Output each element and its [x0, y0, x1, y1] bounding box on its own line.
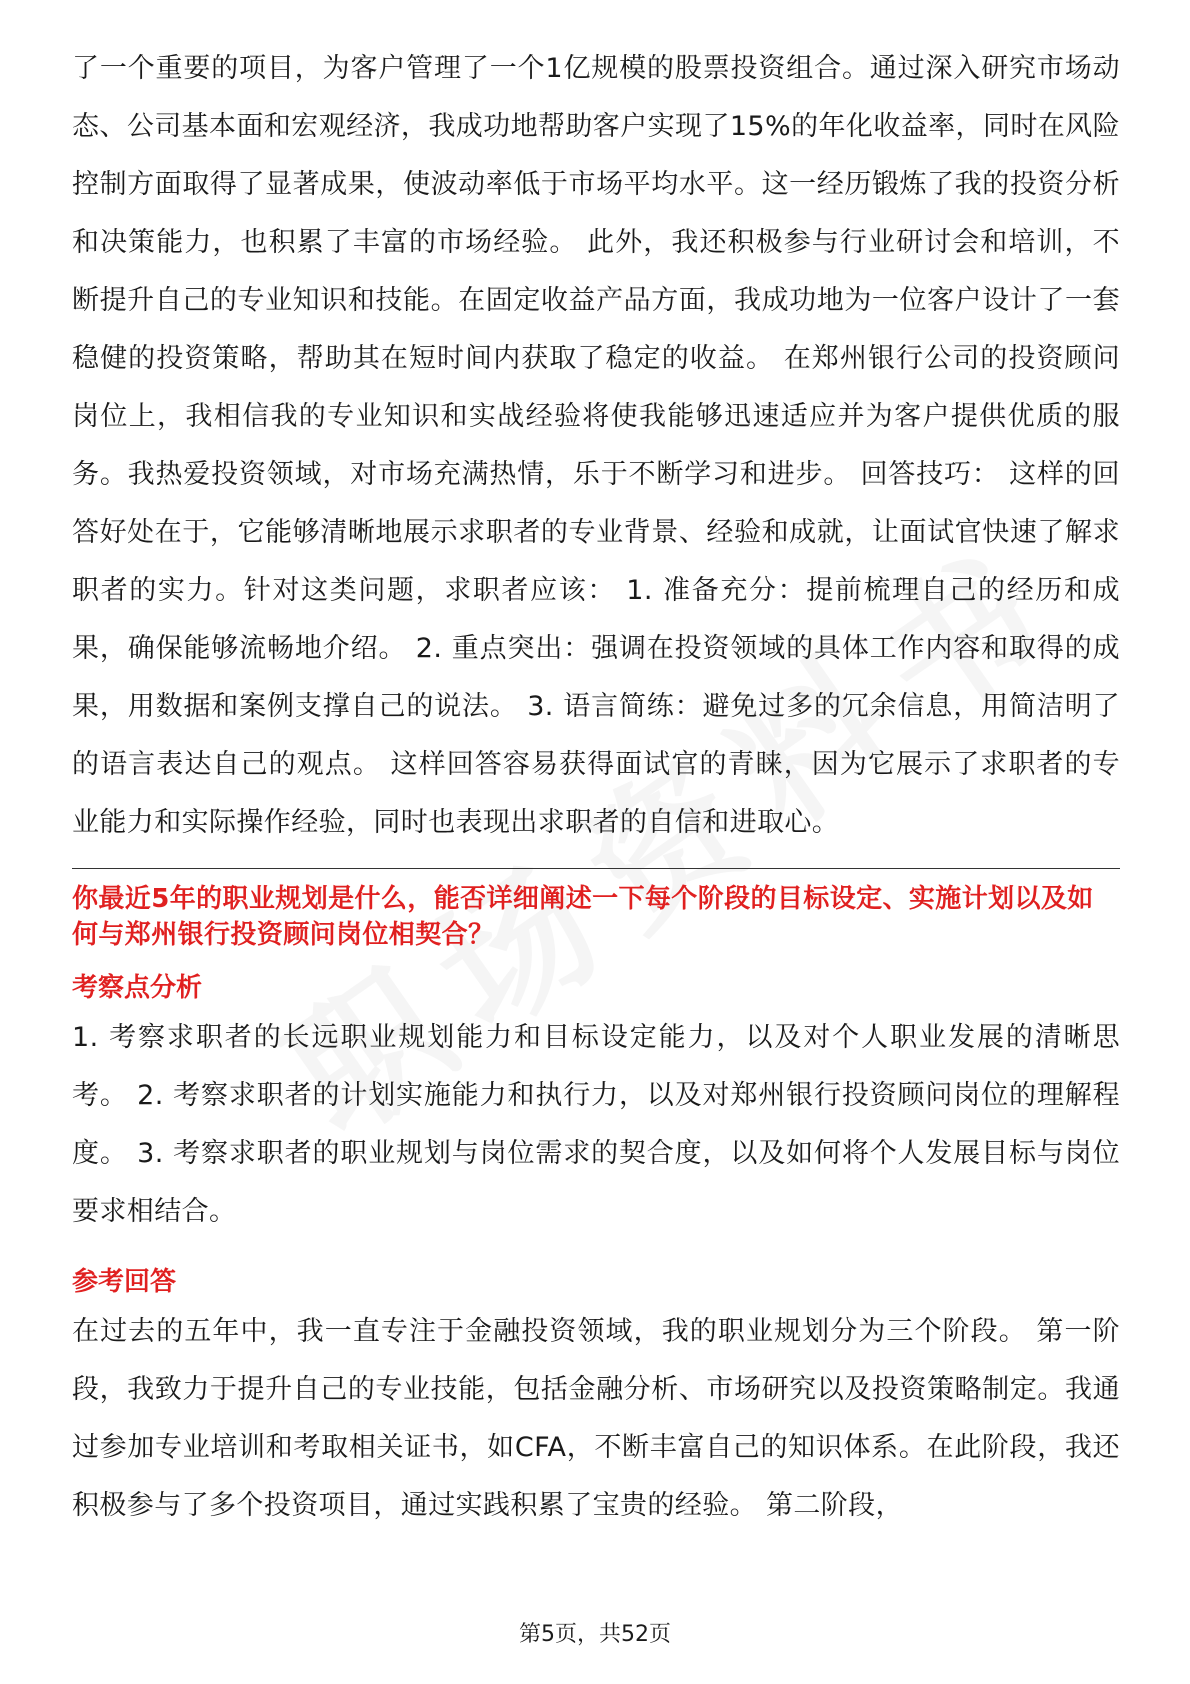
page-content [72, 40, 1120, 1535]
reference-paragraph: 在过去的五年中，我一直专注于金融投资领域，我的职业规划分为三个阶段。 第一阶段，我致力于提升自己的专业技能，包括金融分析、市场研究以及投资策略制定。我通过参加专业培训和考取相关证书，如CFA，不断丰富自己的知识体系。在此阶段，我还积极参与了多个投资项目，通过实践积累了宝贵的经验。 第二阶段， [72, 1316, 1120, 1521]
analysis-paragraph: 1. 考察求职者的长远职业规划能力和目标设定能力，以及对个人职业发展的清晰思考。 2. 考察求职者的计划实施能力和执行力，以及对郑州银行投资顾问岗位的理解程度。 3. 考察求职者的职业规划与岗位需求的契合度，以及如何将个人发展目标与岗位要求相结合。 [72, 1022, 1120, 1227]
question-heading: 你最近5年的职业规划是什么，能否详细阐述一下每个阶段的目标设定、实施计划以及如何与郑州银行投资顾问岗位相契合？ [72, 884, 1094, 950]
page-footer: 第5页，共52页 [519, 1622, 671, 1647]
reference-title: 参考回答 [72, 1267, 177, 1297]
section-divider [72, 868, 1120, 869]
intro-paragraph: 了一个重要的项目，为客户管理了一个1亿规模的股票投资组合。通过深入研究市场动态、公司基本面和宏观经济，我成功地帮助客户实现了15%的年化收益率，同时在风险控制方面取得了显著成果，使波动率低于市场平均水平。这一经历锻炼了我的投资分析和决策能力，也积累了丰富的市场经验。 此外，我还积极参与行业研讨会和培训，不断提升自己的专业知识和技能。在固定收益产品方面，我成功地为一位客户设计了一套稳健的投资策略，帮助其在短时间内获取了稳定的收益。 在郑州银行公司的投资顾问岗位上，我相信我的专业知识和实战经验将使我能够迅速适应并为客户提供优质的服务。我热爱投资领域，对市场充满热情，乐于不断学习和进步。 回答技巧： 这样的回答好处在于，它能够清晰地展示求职者的专业背景、经验和成就，让面试官快速了解求职者的实力。针对这类问题，求职者应该： 1. 准备充分：提前梳理自己的经历和成果，确保能够流畅地介绍。 2. 重点突出：强调在投资领域的具体工作内容和取得的成果，用数据和案例支撑自己的说法。 3. 语言简练：避免过多的冗余信息，用简洁明了的语言表达自己的观点。 这样回答容易获得面试官的青睐，因为它展示了求职者的专业能力和实际操作经验，同时也表现出求职者的自信和进取心。 [72, 53, 1120, 838]
analysis-title: 考察点分析 [72, 973, 203, 1003]
